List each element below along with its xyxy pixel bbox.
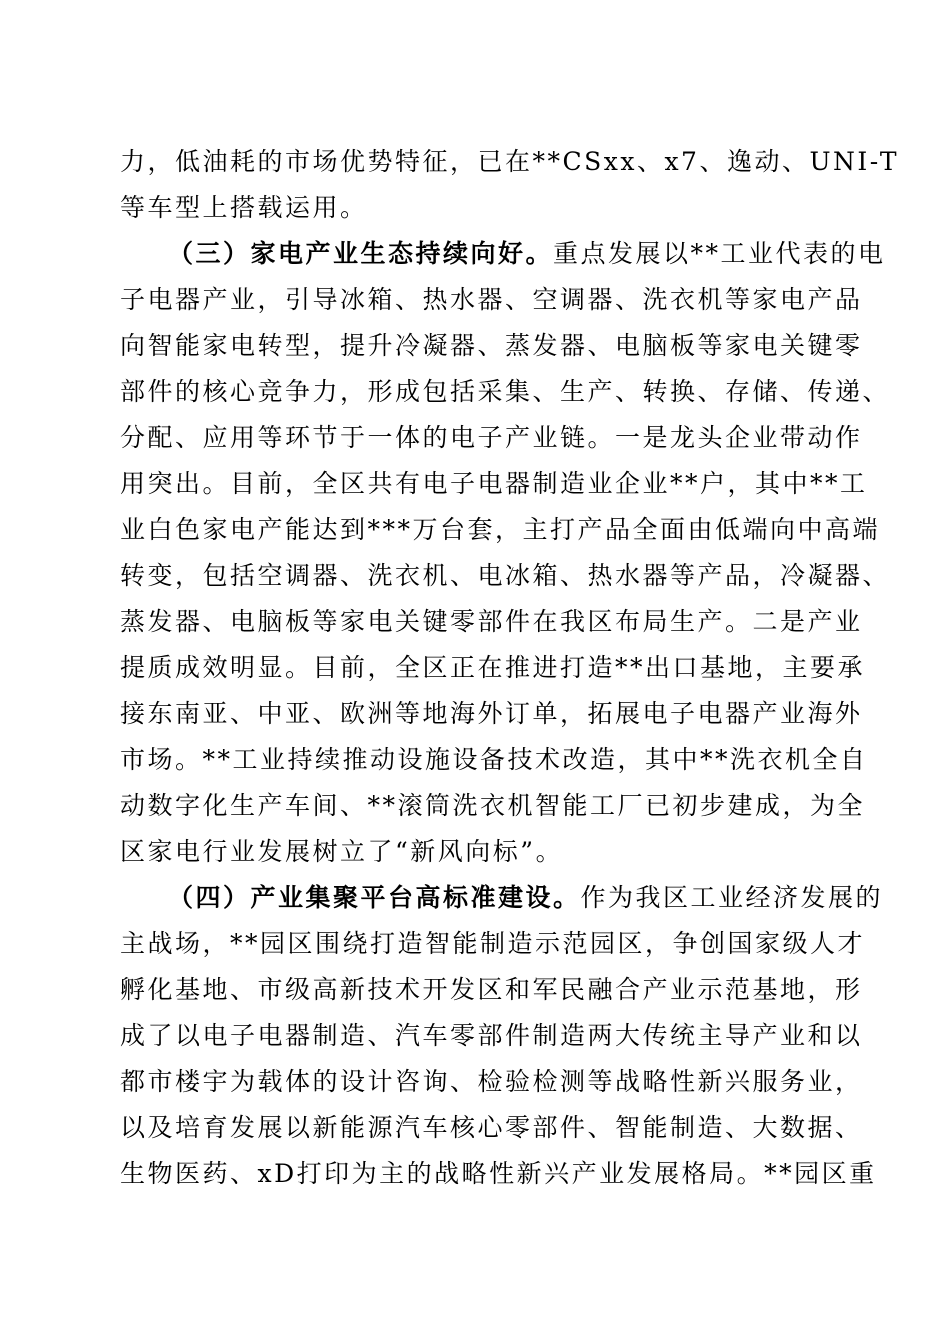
text-line: [120, 367, 891, 417]
line-text: 用突出。目前，全区共有电子电器制造业企业**户，其中**工: [120, 469, 868, 498]
text-line: [168, 229, 886, 279]
line-text: 生物医药、xD打印为主的战略性新兴产业发展格局。**园区重: [120, 1159, 877, 1188]
text-line: [120, 827, 850, 877]
text-line: [120, 919, 866, 969]
line-text: 转变，包括空调器、洗衣机、电冰箱、热水器等产品，冷凝器、: [120, 561, 891, 590]
line-text: 分配、应用等环节于一体的电子产业链。一是龙头企业带动作: [120, 423, 863, 452]
line-text: 业白色家电产能达到***万台套，主打产品全面由低端向中高端: [120, 515, 881, 544]
line-text: 市场。**工业持续推动设施设备技术改造，其中**洗衣机全自: [120, 745, 868, 774]
section-heading: （四）产业集聚平台高标准建设。: [168, 883, 581, 912]
line-text: 接东南亚、中亚、欧洲等地海外订单，拓展电子电器产业海外: [120, 699, 863, 728]
line-text: 都市楼宇为载体的设计咨询、检验检测等战略性新兴服务业，: [120, 1067, 863, 1096]
text-line: [120, 1149, 877, 1199]
text-line: [120, 965, 863, 1015]
line-text: 作为我区工业经济发展的: [580, 883, 884, 912]
text-line: [120, 1057, 863, 1107]
text-line: [120, 413, 863, 463]
text-line: [120, 735, 868, 785]
line-text: 动数字化生产车间、**滚筒洗衣机智能工厂已初步建成，为全: [120, 791, 866, 820]
line-text: 部件的核心竞争力，形成包括采集、生产、转换、存储、传递、: [120, 377, 891, 406]
text-line: [168, 873, 884, 923]
text-line: [120, 1011, 863, 1061]
text-line: [120, 183, 850, 233]
line-text: 主战场，**园区围绕打造智能制造示范园区，争创国家级人才: [120, 929, 866, 958]
line-text: 等车型上搭载运用。: [120, 193, 368, 222]
line-text: 以及培育发展以新能源汽车核心零部件、智能制造、大数据、: [120, 1113, 863, 1142]
line-text: 成了以电子电器制造、汽车零部件制造两大传统主导产业和以: [120, 1021, 863, 1050]
text-line: [120, 1103, 863, 1153]
text-line: [120, 321, 863, 371]
section-heading: （三）家电产业生态持续向好。: [168, 239, 554, 268]
line-text: 子电器产业，引导冰箱、热水器、空调器、洗衣机等家电产品: [120, 285, 863, 314]
text-line: [120, 505, 881, 555]
line-text: 提质成效明显。目前，全区正在推进打造**出口基地，主要承: [120, 653, 866, 682]
text-line: [120, 597, 863, 647]
text-line: [120, 643, 866, 693]
line-text: 向智能家电转型，提升冷凝器、蒸发器、电脑板等家电关键零: [120, 331, 863, 360]
text-line: [120, 551, 891, 601]
line-text: 蒸发器、电脑板等家电关键零部件在我区布局生产。二是产业: [120, 607, 863, 636]
line-text: 区家电行业发展树立了“新风向标”。: [120, 837, 564, 866]
line-text: 孵化基地、市级高新技术开发区和军民融合产业示范基地，形: [120, 975, 863, 1004]
line-text: 力，低油耗的市场优势特征，已在**CSxx、x7、逸动、UNI-T: [120, 147, 900, 176]
text-line: [120, 137, 900, 187]
text-line: [120, 275, 863, 325]
line-text: 重点发展以**工业代表的电: [553, 239, 886, 268]
text-line: [120, 459, 868, 509]
text-line: [120, 689, 863, 739]
text-line: [120, 781, 866, 831]
